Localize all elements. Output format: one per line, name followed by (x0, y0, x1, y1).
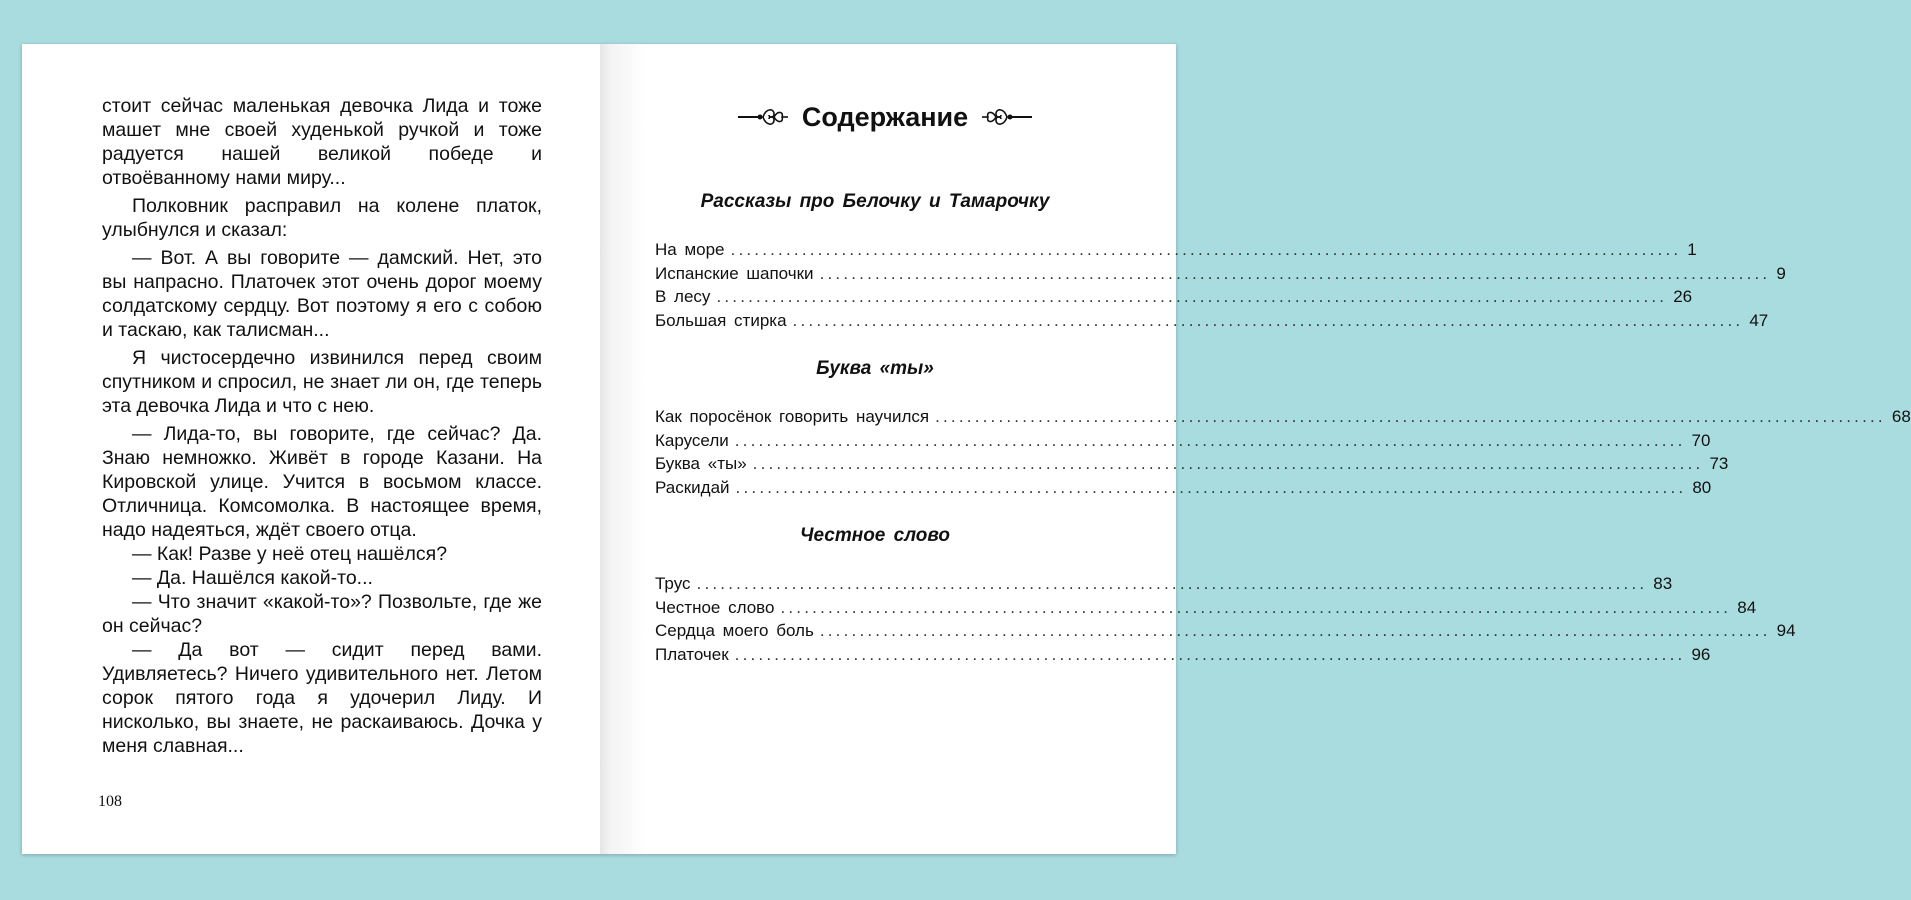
toc-entry-page: 73 (1709, 454, 1729, 473)
dot-leader: ........................................................................................................................ (696, 574, 1648, 593)
paragraph: — Да. Нашёлся какой-то... (132, 567, 373, 589)
section-title: Буква «ты» (816, 358, 934, 379)
paragraph: стоит сейчас маленькая девочка Лида и тоже машет мне своей худенькой ручкой и тоже радуется нашей великой победе и отвоёванному нами миру... (102, 95, 542, 189)
toc-entry[interactable] (655, 621, 1796, 645)
toc-entry[interactable] (655, 407, 1911, 431)
right-ornament-icon (982, 100, 1032, 134)
section-title: Рассказы про Белочку и Тамарочку (700, 191, 1050, 212)
toc-entry-page: 9 (1776, 263, 1786, 283)
toc-header (720, 100, 1050, 134)
toc-entry[interactable] (655, 597, 1757, 622)
toc-entry-page: 83 (1653, 574, 1673, 593)
toc-entry[interactable] (655, 644, 1711, 669)
paragraph: Я чистосердечно извинился перед своим спутником и спросил, не знает ли он, где теперь эта девочка Лида и что с нею. (102, 347, 542, 417)
toc-entry-title: Раскидай (655, 477, 730, 497)
toc-entry-title: Трус (655, 574, 691, 593)
toc-entry-title: Большая стирка (655, 310, 787, 330)
toc-entry-page: 68 (1891, 407, 1911, 426)
section-title: Честное слово (800, 525, 950, 546)
toc-entry-page: 1 (1687, 240, 1697, 259)
paragraph: — Что значит «какой-то»? Позвольте, где же он сейчас? (102, 591, 542, 637)
toc-section (655, 524, 1796, 668)
toc-title: Содержание (801, 101, 969, 132)
toc-entry-title: Испанские шапочки (655, 263, 814, 283)
left-page (22, 44, 600, 854)
page-number: 108 (98, 793, 122, 810)
paragraph: — Вот. А вы говорите — дамский. Нет, это вы напрасно. Платочек этот очень дорог моему солдатскому сердцу. Вот поэтому я его с собою и таскаю, как талисман... (102, 247, 542, 341)
dot-leader: ........................................................................................................................ (752, 454, 1704, 473)
toc-entry[interactable] (655, 263, 1786, 288)
toc-entry-title: Платочек (655, 644, 729, 664)
toc-entry-page: 70 (1691, 430, 1711, 450)
dot-leader: ........................................................................................................................ (819, 263, 1771, 283)
toc-entry-title: Буква «ты» (655, 454, 747, 473)
toc-entry[interactable] (655, 430, 1711, 455)
book-spread (22, 44, 1911, 854)
paragraph: Полковник расправил на колене платок, улыбнулся и сказал: (102, 195, 542, 241)
toc-entry-title: Сердца моего боль (655, 621, 814, 640)
dot-leader: ........................................................................................................................ (819, 621, 1771, 640)
dot-leader: ........................................................................................................................ (716, 287, 1668, 306)
toc-entry[interactable] (655, 574, 1673, 598)
left-ornament-icon (738, 100, 788, 134)
toc-entry[interactable] (655, 477, 1712, 502)
toc-entry[interactable] (655, 287, 1693, 311)
toc-entry-title: Как поросёнок говорить научился (655, 407, 930, 426)
toc-entry[interactable] (655, 454, 1729, 478)
toc-entry-title: Карусели (655, 430, 729, 450)
toc-entry-page: 80 (1692, 477, 1712, 497)
toc-section (655, 190, 1786, 334)
toc-entry-page: 84 (1737, 597, 1757, 617)
dot-leader: ........................................................................................................................ (735, 477, 1687, 497)
toc-entry[interactable] (655, 240, 1697, 264)
toc-entry-title: В лесу (655, 287, 711, 306)
paragraph: — Как! Разве у неё отец нашёлся? (132, 543, 448, 565)
toc-entry-page: 94 (1776, 621, 1796, 640)
toc-entry-page: 47 (1749, 310, 1769, 330)
toc-entry[interactable] (655, 310, 1769, 335)
dot-leader: ........................................................................................................................ (792, 310, 1744, 330)
toc-entry-title: На море (655, 240, 725, 259)
paragraph: — Да вот — сидит перед вами. Удивляетесь? Ничего удивительного нет. Летом сорок пятого года я удочерил Лиду. И нисколько, вы знаете, не раскаиваюсь. Дочка у меня славная... (102, 639, 542, 757)
dot-leader: ........................................................................................................................ (935, 407, 1886, 426)
paragraph: — Лида-то, вы говорите, где сейчас? Да. Знаю немножко. Живёт в городе Казани. На Кировской улице. Учится в восьмом классе. Отличница. Комсомолка. В настоящее время, надо надеяться, ждёт своего отца. (102, 423, 542, 541)
dot-leader: ........................................................................................................................ (780, 597, 1732, 617)
toc-section (655, 357, 1911, 501)
dot-leader: ........................................................................................................................ (734, 644, 1686, 664)
toc-entry-page: 26 (1673, 287, 1693, 306)
dot-leader: ........................................................................................................................ (730, 240, 1682, 259)
toc-entry-page: 96 (1691, 644, 1711, 664)
dot-leader: ........................................................................................................................ (734, 430, 1686, 450)
toc-entry-title: Честное слово (655, 597, 775, 617)
story-text (102, 94, 542, 758)
